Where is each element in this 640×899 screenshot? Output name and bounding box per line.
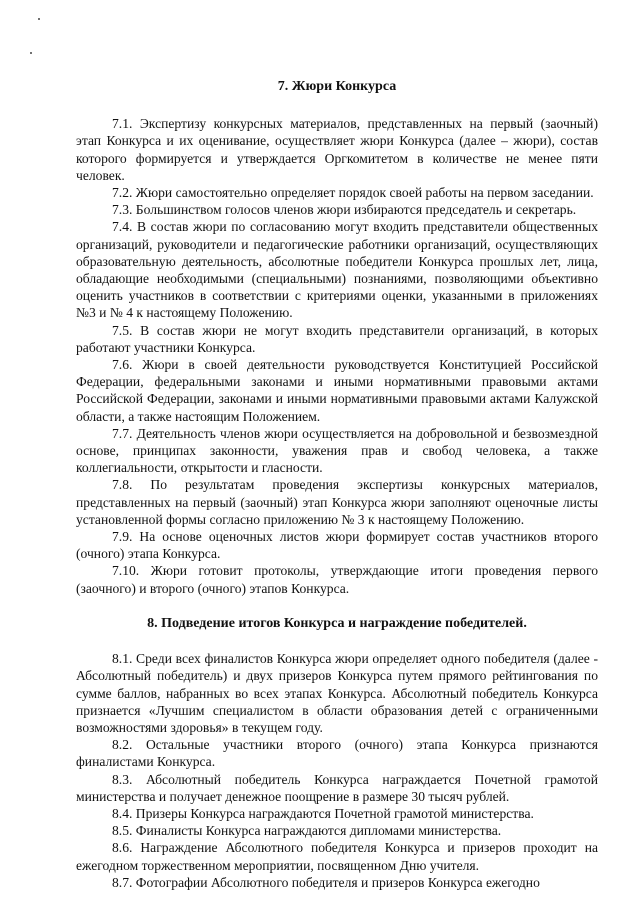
paragraph-8-6: 8.6. Награждение Абсолютного победителя Конкурса и призеров проходит на ежегодном торжественном мероприятии, посвященном Дню учителя. [76,840,598,873]
paragraph-8-2: 8.2. Остальные участники второго (очного) этапа Конкурса признаются финалистами Конкурса. [76,737,598,770]
paragraph-7-2: 7.2. Жюри самостоятельно определяет порядок своей работы на первом заседании. [112,185,594,201]
paragraph-7-6: 7.6. Жюри в своей деятельности руководствуется Конституцией Российской Федерации, федеральными законами и иными нормативными правовыми актами Российской Федерации, законами и иными нормативными правовыми актами Калужской области, а также настоящим Положением. [76,357,598,424]
paragraph-8-3: 8.3. Абсолютный победитель Конкурса награждается Почетной грамотой министерства и получает денежное поощрение в размере 30 тысяч рублей. [76,771,598,804]
paragraph-7-4: 7.4. В состав жюри по согласованию могут входить представители общественных организаций, руководители и педагогические работники организаций, осуществляющих образовательную деятельность, абсолютные победители Конкурса прошлых лет, лица, обладающие необходимыми (специальными) познаниями, позволяющими объективно оценить участников в соответствии с критериями оценки, указанными в приложениях №3 и № 4 к настоящему Положению. [76,219,598,321]
paragraph-7-9: 7.9. На основе оценочных листов жюри формирует состав участников второго (очного) этапа Конкурса. [76,529,598,562]
paragraph-8-4: 8.4. Призеры Конкурса награждаются Почетной грамотой министерства. [112,805,534,821]
paragraph-7-10: 7.10. Жюри готовит протоколы, утверждающие итоги проведения первого (заочного) и второго (очного) этапов Конкурса. [76,563,598,596]
scan-speck [38,18,40,20]
paragraph-8-5: 8.5. Финалисты Конкурса награждаются дипломами министерства. [112,823,502,839]
paragraph-7-8: 7.8. По результатам проведения экспертизы конкурсных материалов, представленных на первый (заочный) этап Конкурса жюри заполняют оценочные листы установленной формы согласно приложению № 3 к настоящему Положению. [76,477,598,527]
document-body [76,78,598,891]
section-7-heading: 7. Жюри Конкурса [277,79,397,94]
section-8-heading: 8. Подведение итогов Конкурса и награждение победителей. [147,615,527,631]
paragraph-7-1: 7.1. Экспертизу конкурсных материалов, представленных на первый (заочный) этап Конкурса и их оценивание, осуществляет жюри Конкурса (далее – жюри), состав которого формируется и утверждается Оргкомитетом в количестве не менее пяти человек. [76,116,598,183]
paragraph-7-7: 7.7. Деятельность членов жюри осуществляется на добровольной и безвозмездной основе, принципах законности, уважения прав и свобод человека, а также коллегиальности, открытости и гласности. [76,425,598,476]
paragraph-8-7: 8.7. Фотографии Абсолютного победителя и призеров Конкурса ежегодно [112,874,540,890]
paragraph-7-3: 7.3. Большинством голосов членов жюри избираются председатель и секретарь. [112,202,577,218]
paragraph-8-1: 8.1. Среди всех финалистов Конкурса жюри определяет одного победителя (далее - Абсолютный победитель) и двух призеров Конкурса путем прямого рейтингования по сумме баллов, набранных во всех этапах Конкурса. Абсолютный победитель Конкурса признается «Лучшим специалистом в области образования детей с ограниченными возможностями здоровья» в текущем году. [76,651,598,735]
scan-speck [30,52,32,54]
paragraph-7-5: 7.5. В состав жюри не могут входить представители организаций, в которых работают участники Конкурса. [76,322,598,355]
